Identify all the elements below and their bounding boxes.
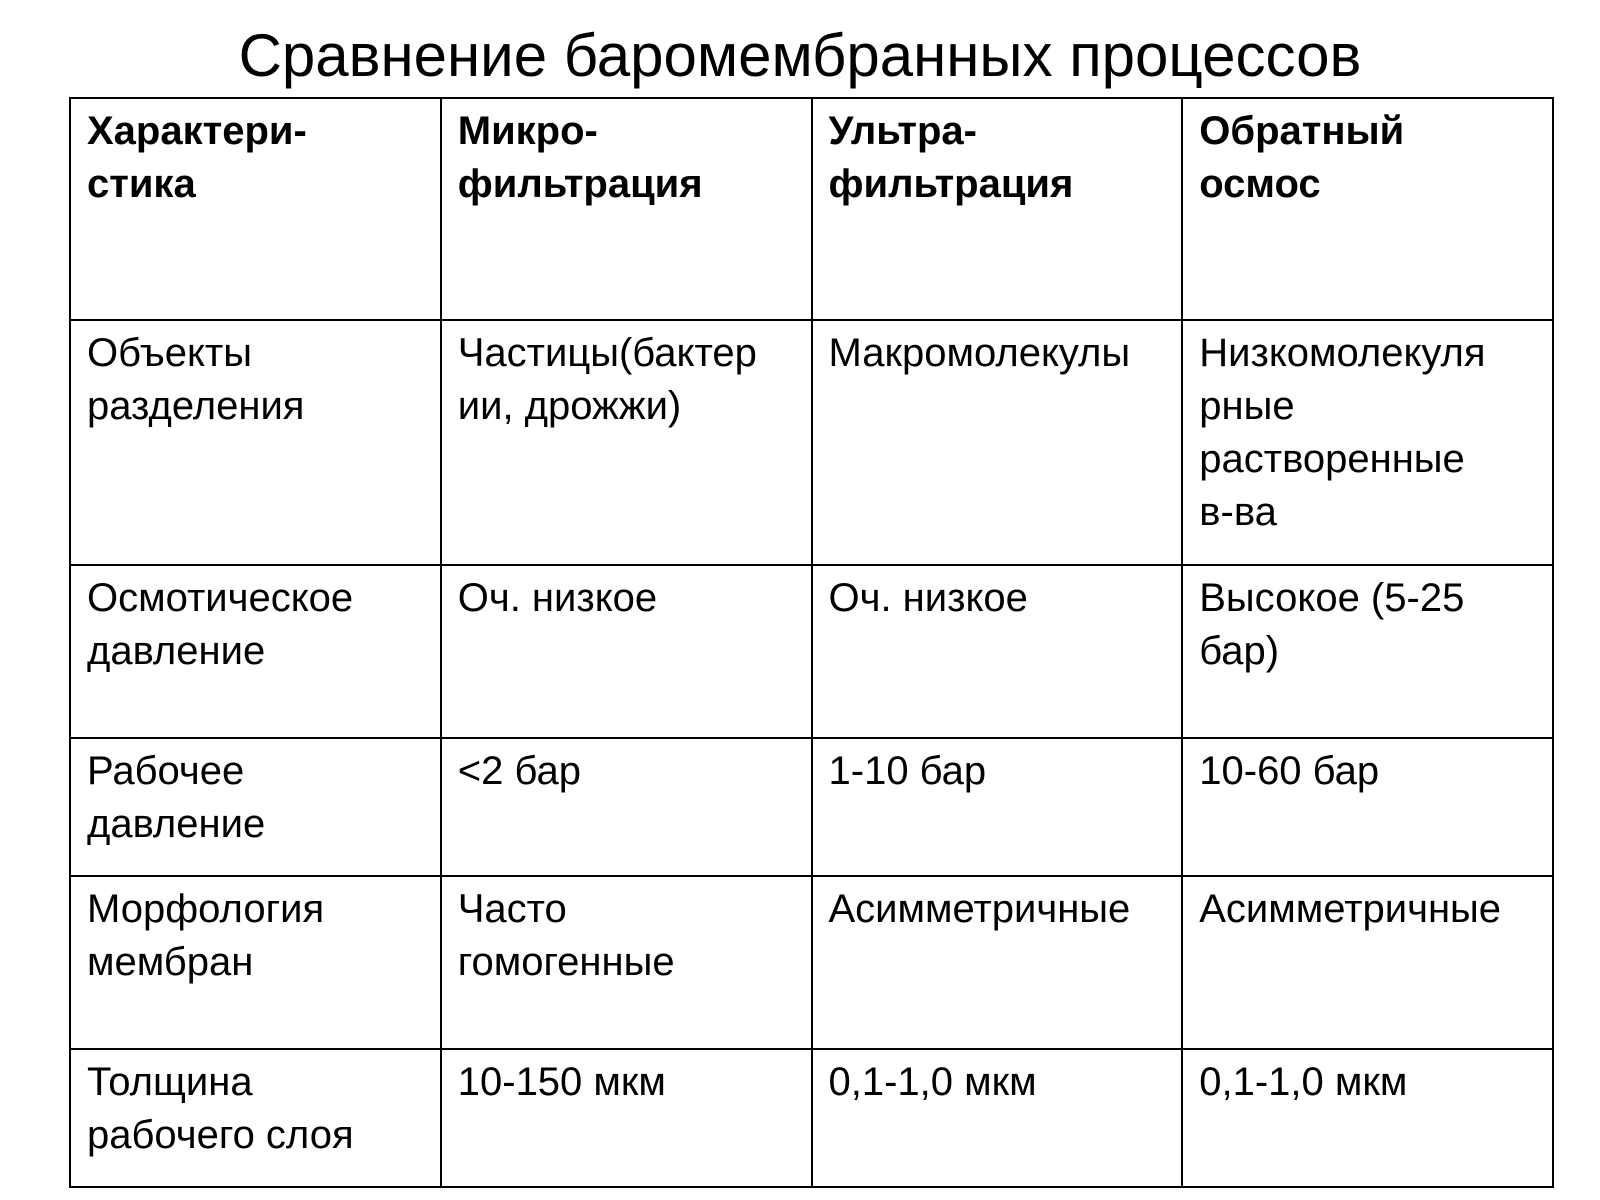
header-microfiltration: Микро- фильтрация [441, 98, 812, 320]
cell-reverse-osmosis: Высокое (5-25 бар) [1182, 565, 1553, 738]
table-row [70, 738, 1553, 876]
cell-microfiltration: 10-150 мкм [441, 1049, 812, 1187]
cell-ultrafiltration: Асимметричные [812, 876, 1183, 1049]
cell-microfiltration: Оч. низкое [441, 565, 812, 738]
cell-reverse-osmosis: 0,1-1,0 мкм [1182, 1049, 1553, 1187]
cell-ultrafiltration: 1-10 бар [812, 738, 1183, 876]
comparison-table [69, 97, 1554, 1188]
row-label-working-pressure: Рабочее давление [70, 738, 441, 876]
cell-ultrafiltration: 0,1-1,0 мкм [812, 1049, 1183, 1187]
table-row [70, 876, 1553, 1049]
cell-ultrafiltration: Оч. низкое [812, 565, 1183, 738]
row-label-objects: Объекты разделения [70, 320, 441, 565]
table-row [70, 565, 1553, 738]
row-label-membrane-morphology: Морфология мембран [70, 876, 441, 1049]
cell-microfiltration: Часто гомогенные [441, 876, 812, 1049]
cell-ultrafiltration: Макромолекулы [812, 320, 1183, 565]
page-title: Сравнение баромембранных процессов [238, 22, 1362, 89]
table-row [70, 320, 1553, 565]
cell-reverse-osmosis: Асимметричные [1182, 876, 1553, 1049]
header-reverse-osmosis: Обратный осмос [1182, 98, 1553, 320]
header-ultrafiltration: Ультра- фильтрация [812, 98, 1183, 320]
table-row [70, 1049, 1553, 1187]
row-label-osmotic-pressure: Осмотическое давление [70, 565, 441, 738]
cell-microfiltration: <2 бар [441, 738, 812, 876]
table-header-row [70, 98, 1553, 320]
row-label-layer-thickness: Толщина рабочего слоя [70, 1049, 441, 1187]
header-characteristic: Характери- стика [70, 98, 441, 320]
cell-reverse-osmosis: 10-60 бар [1182, 738, 1553, 876]
cell-microfiltration: Частицы(бактер ии, дрожжи) [441, 320, 812, 565]
cell-reverse-osmosis: Низкомолекуля рные растворенные в-ва [1182, 320, 1553, 565]
